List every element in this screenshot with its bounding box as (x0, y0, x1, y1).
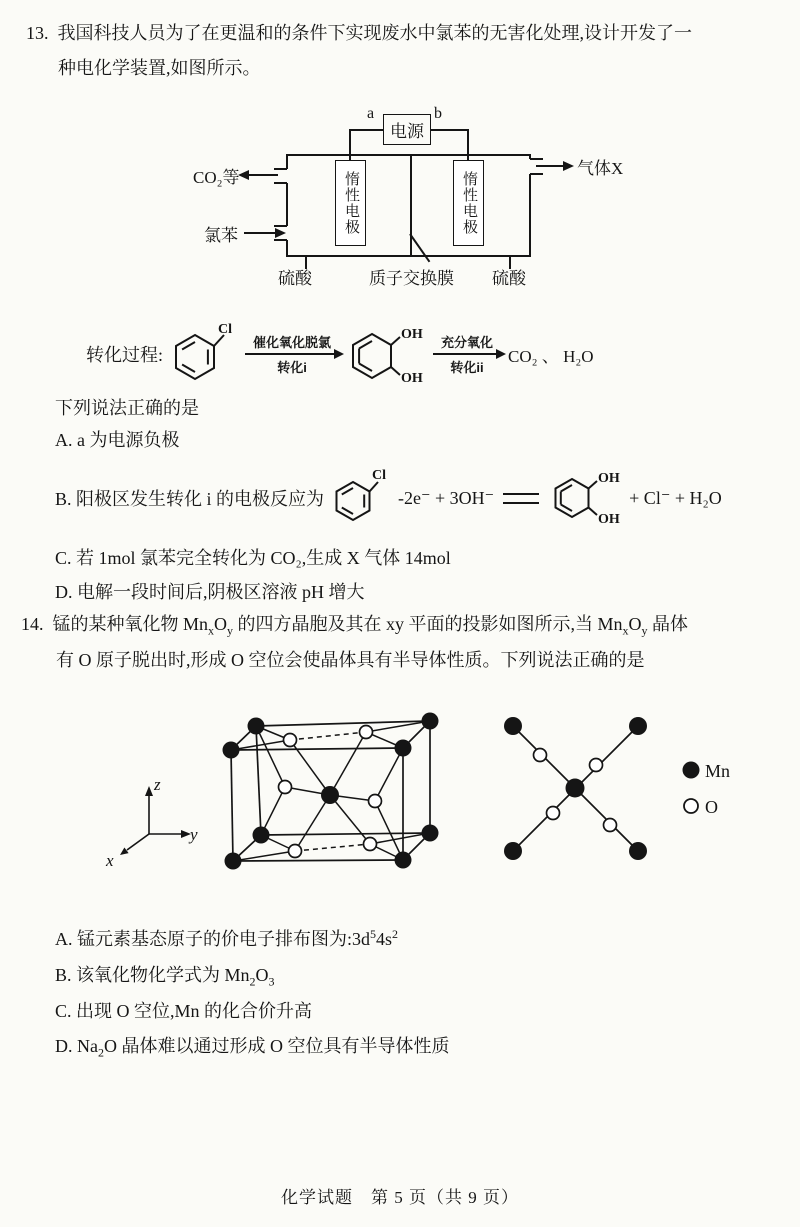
cl-substituent-label: Cl (218, 322, 233, 337)
x-axis-label: x (106, 851, 114, 870)
oh-substituent-label: OH (401, 371, 423, 386)
q13-option-b-mid: -2e⁻ + 3OH⁻ (398, 487, 495, 508)
final-products-label: CO₂ 、 H₂O (508, 346, 594, 366)
wire-left-horizontal (349, 129, 385, 131)
q13-prompt: 下列说法正确的是 (55, 398, 199, 418)
subscript-y: y (227, 623, 234, 638)
q13-stem-text2: 种电化学装置,如图所示。 (58, 58, 261, 78)
port-stub (530, 158, 543, 160)
power-supply-label: 电源 (390, 122, 424, 141)
q13-option-d: D. 电解一段时间后,阴极区溶液 pH 增大 (55, 582, 365, 602)
power-supply-box (383, 114, 431, 145)
membrane-divider-line (410, 154, 412, 257)
benzene-ring (337, 482, 379, 520)
chlorobenzene-arrow-line (244, 232, 276, 234)
right-electrode-box (453, 160, 484, 246)
superscript-5: 5 (370, 927, 376, 941)
port-stub (274, 225, 287, 227)
subscript-2: 2 (249, 974, 256, 989)
co2-arrow-head-icon (238, 170, 249, 180)
wire-right-horizontal (429, 129, 469, 131)
q14-stem-text: 晶体 (647, 614, 689, 634)
q14-stem-line2: 有 O 原子脱出时,形成 O 空位会使晶体具有半导体性质。下列说法正确的是 (56, 650, 645, 670)
superscript-2: 2 (392, 927, 399, 941)
q13-number: 13. (26, 23, 49, 43)
left-electrode-box (335, 160, 366, 246)
y-axis-label: y (190, 825, 198, 844)
cell-outline (286, 154, 531, 257)
benzene-ring (353, 334, 400, 378)
arrow1-condition: 催化氧化脱氯 (245, 332, 339, 355)
subscript-3: 3 (268, 974, 275, 989)
q14-stem-text: O (628, 614, 642, 634)
z-axis-label: z (154, 775, 161, 794)
benzene-ring (556, 479, 598, 517)
q14-option-a-text: 4s (376, 929, 393, 949)
legend-o-label: O (705, 797, 718, 817)
oh-substituent-label: OH (598, 512, 620, 527)
q14-number: 14. (21, 614, 44, 634)
acid-left-label: 硫酸 (278, 269, 312, 288)
acid-right-label: 硫酸 (492, 269, 526, 288)
coordinate-axes (120, 786, 191, 855)
arrow2-step: 转化ii (450, 360, 484, 375)
cl-substituent-label: Cl (372, 468, 387, 483)
right-electrode-label: 惰性电极 (461, 171, 477, 235)
arrow2-condition: 充分氧化 (433, 332, 501, 355)
process-label: 转化过程: (86, 345, 164, 365)
page-footer: 化学试题 第 5 页（共 9 页） (281, 1188, 519, 1207)
terminal-a-label: a (367, 105, 375, 122)
benzene-ring (176, 335, 224, 379)
conversion-scheme (86, 316, 594, 392)
double-bond-equals-icon (503, 493, 539, 504)
crystal-structure-figure (98, 688, 762, 906)
q13-stem-line2 (58, 56, 261, 80)
q14-option-b-text: O (255, 965, 269, 985)
q14-stem-text: 锰的某种氧化物 Mn (52, 614, 209, 634)
q14-stem-text: O (214, 614, 228, 634)
q13-option-b-prefix: B. 阳极区发生转化 i 的电极反应为 (55, 489, 325, 509)
q14-option-b-text: B. 该氧化物化学式为 Mn (55, 965, 250, 985)
subscript-x: x (622, 623, 629, 638)
q14-option-b (55, 963, 275, 990)
q14-stem-text: 的四方晶胞及其在 xy 平面的投影如图所示,当 Mn (233, 614, 623, 634)
q14-option-c: C. 出现 O 空位,Mn 的化合价升高 (55, 1001, 313, 1021)
terminal-b-label: b (434, 105, 442, 122)
port-stub (274, 168, 287, 170)
q14-option-d-text: D. Na (55, 1036, 98, 1056)
reaction-arrow-1 (245, 332, 339, 376)
chlorobenzene-structure (168, 319, 238, 389)
left-electrode-label: 惰性电极 (343, 171, 359, 235)
co2-arrow-line (248, 174, 278, 176)
oh-substituent-label: OH (598, 471, 620, 486)
port-stub (530, 173, 543, 175)
port-stub (274, 182, 287, 184)
q14-stem-line1 (21, 612, 688, 639)
q13-stem-text1: 我国科技人员为了在更温和的条件下实现废水中氯苯的无害化处理,设计开发了一 (57, 23, 692, 43)
catechol-structure (548, 463, 624, 533)
oh-substituent-label: OH (401, 327, 423, 342)
q14-option-d (55, 1034, 450, 1061)
subscript-2: 2 (98, 1045, 104, 1060)
arrow1-step: 转化i (277, 360, 307, 375)
q14-option-a (55, 926, 398, 951)
legend (683, 761, 731, 817)
reaction-arrow-2 (433, 332, 501, 376)
gas-x-arrow-line (536, 165, 564, 167)
chlorobenzene-structure (329, 465, 393, 531)
q13-option-b (55, 458, 722, 538)
port-stub (274, 239, 287, 241)
chlorobenzene-in-label: 氯苯 (204, 226, 238, 245)
q13-option-b-suffix: + Cl⁻ + H₂O (629, 487, 722, 508)
catechol-structure (346, 316, 426, 392)
subscript-y: y (641, 623, 648, 638)
q14-option-d-text: O 晶体难以通过形成 O 空位具有半导体性质 (104, 1036, 450, 1056)
q13-option-c: C. 若 1mol 氯苯完全转化为 CO₂,生成 X 气体 14mol (55, 548, 451, 568)
q13-option-a: A. a 为电源负极 (55, 430, 180, 450)
legend-mn-label: Mn (705, 761, 731, 781)
gas-x-out-label: 气体X (577, 159, 624, 178)
electrolysis-device-diagram (183, 102, 653, 294)
chlorobenzene-arrow-head-icon (275, 228, 286, 238)
q13-stem-line1 (26, 21, 692, 45)
co2-out-label: CO₂等 (193, 168, 240, 187)
subscript-x: x (208, 623, 215, 638)
gas-x-arrow-head-icon (563, 161, 574, 171)
port-gap-left-top (284, 169, 290, 183)
membrane-label: 质子交换膜 (369, 269, 454, 288)
q14-option-a-text: A. 锰元素基态原子的价电子排布图为:3d (55, 929, 370, 949)
port-gap-right (527, 159, 533, 174)
